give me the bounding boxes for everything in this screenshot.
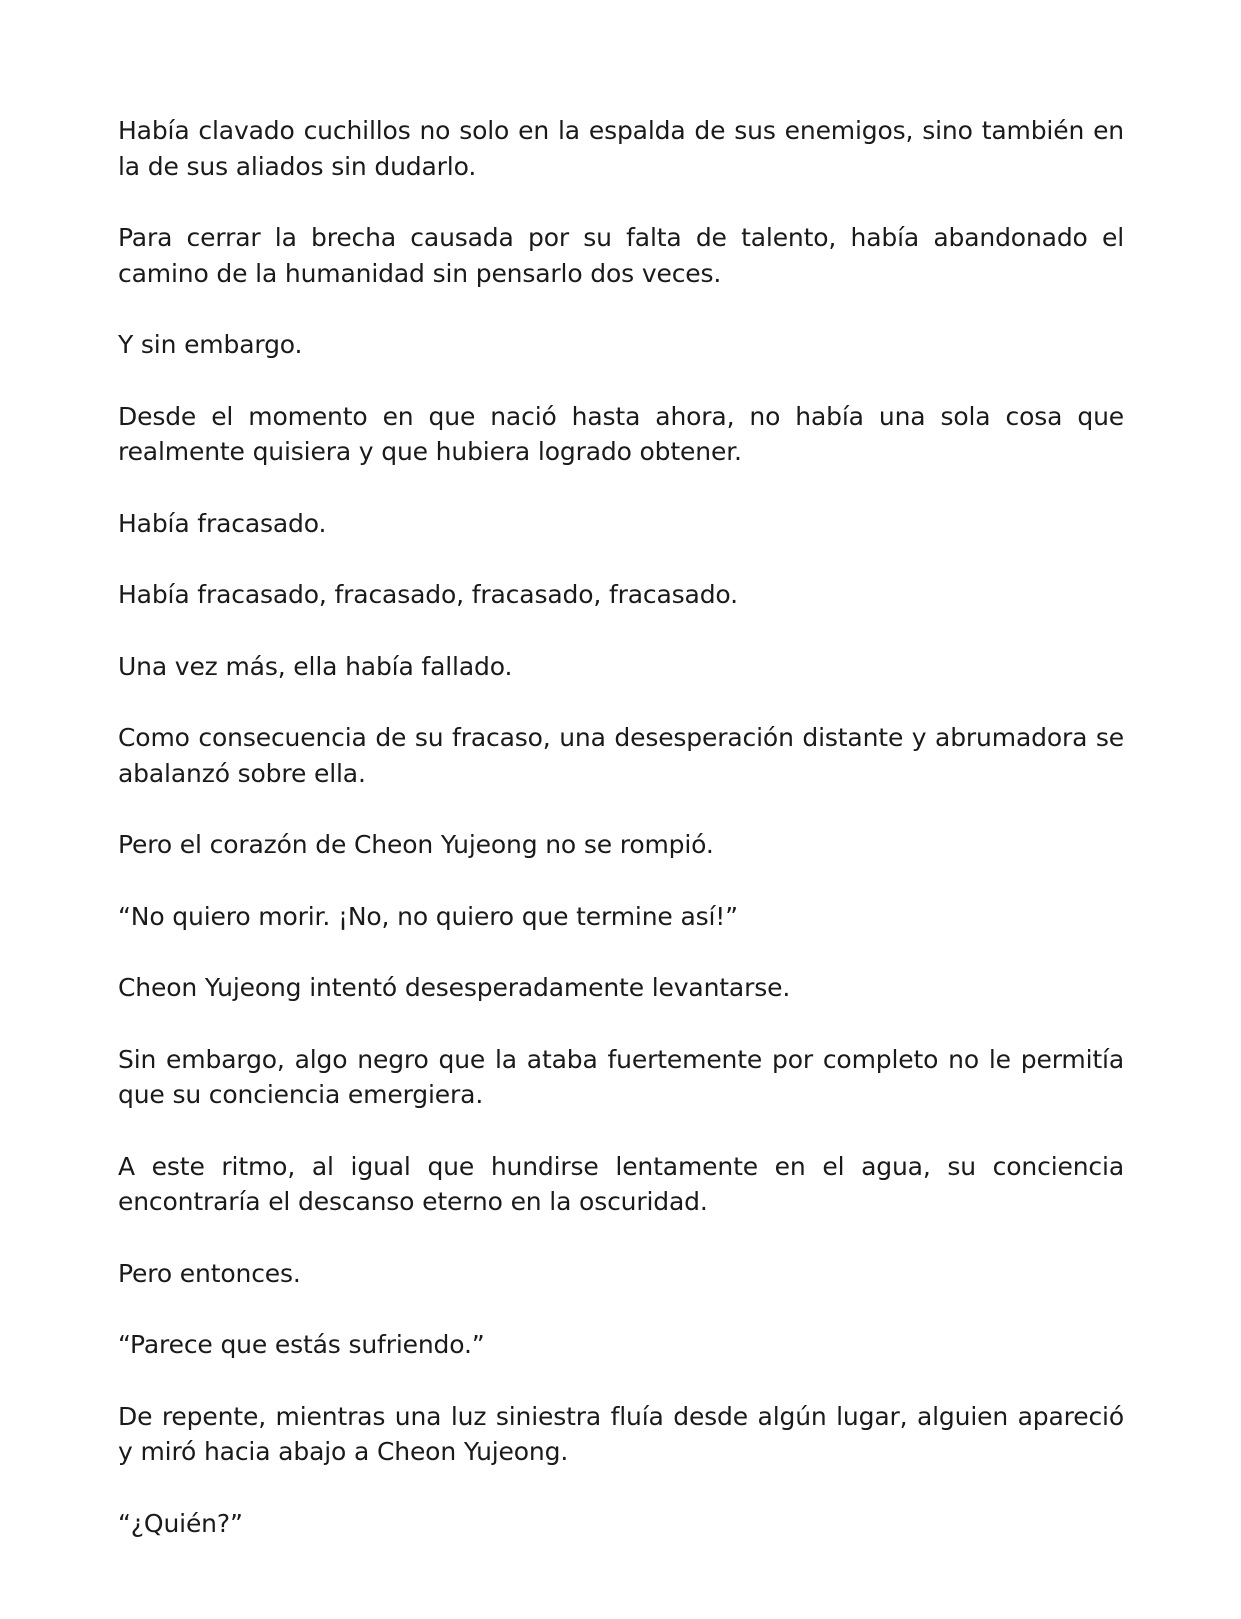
paragraph: De repente, mientras una luz siniestra fluía desde algún lugar, alguien apareció y miró hacia abajo a Cheon Yujeong. <box>118 1401 1124 1466</box>
paragraph: Pero el corazón de Cheon Yujeong no se rompió. <box>118 830 714 859</box>
paragraph: Había clavado cuchillos no solo en la espalda de sus enemigos, sino también en la de sus aliados sin dudarlo. <box>118 116 1124 181</box>
dialogue-paragraph: “No quiero morir. ¡No, no quiero que termine así!” <box>118 901 738 931</box>
dialogue-paragraph: “Parece que estás sufriendo.” <box>118 1330 485 1359</box>
paragraph: Y sin embargo. <box>118 330 303 359</box>
paragraph: Pero entonces. <box>118 1258 301 1288</box>
paragraph: Había fracasado. <box>118 508 327 538</box>
paragraph: Desde el momento en que nació hasta ahora, no había una sola cosa que realmente quisiera y que hubiera logrado obtener. <box>118 401 1124 466</box>
paragraph: Cheon Yujeong intentó desesperadamente levantarse. <box>118 973 791 1002</box>
paragraph: Sin embargo, algo negro que la ataba fuertemente por completo no le permitía que su conciencia emergiera. <box>118 1044 1124 1109</box>
paragraph: A este ritmo, al igual que hundirse lentamente en el agua, su conciencia encontraría el descanso eterno en la oscuridad. <box>118 1151 1124 1216</box>
dialogue-paragraph: “¿Quién?” <box>118 1508 243 1538</box>
paragraph: Una vez más, ella había fallado. <box>118 651 513 681</box>
paragraph: Para cerrar la brecha causada por su falta de talento, había abandonado el camino de la humanidad sin pensarlo dos veces. <box>118 223 1124 288</box>
paragraph: Como consecuencia de su fracaso, una desesperación distante y abrumadora se abalanzó sobre ella. <box>118 723 1124 788</box>
document-page <box>118 113 1124 1541</box>
paragraph: Había fracasado, fracasado, fracasado, fracasado. <box>118 580 738 609</box>
